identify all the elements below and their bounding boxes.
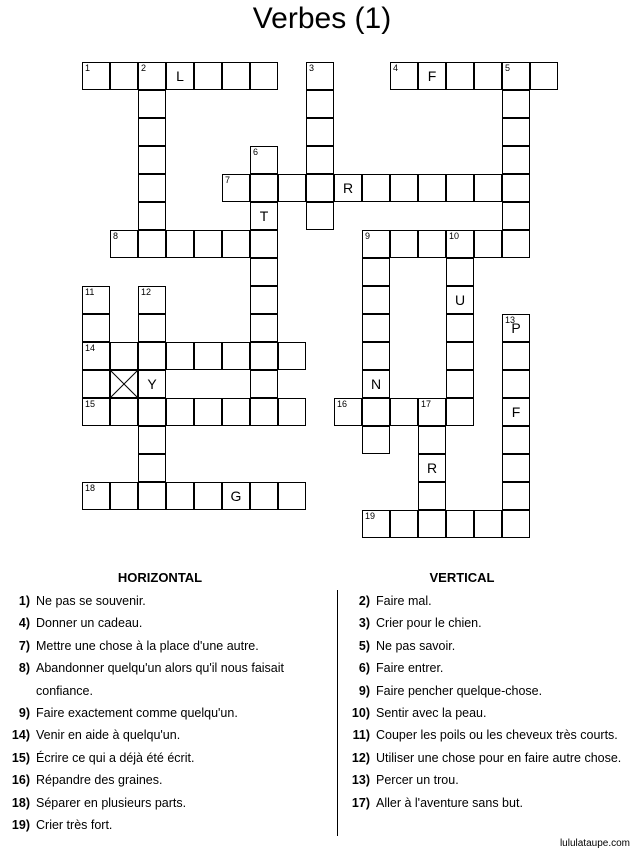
- clue-number: 19: [365, 511, 376, 521]
- grid-cell[interactable]: [474, 510, 502, 538]
- grid-cell[interactable]: [502, 62, 530, 90]
- clue-number: 8: [113, 231, 119, 241]
- horizontal-clue: [0, 724, 320, 746]
- grid-cell[interactable]: [82, 286, 110, 314]
- grid-cell[interactable]: [138, 398, 166, 426]
- cross-mark-icon: [111, 371, 137, 397]
- given-letter: R: [342, 180, 354, 196]
- horizontal-clue: [0, 635, 320, 657]
- grid-cell[interactable]: [390, 230, 418, 258]
- grid-cell[interactable]: [418, 230, 446, 258]
- grid-cell[interactable]: [362, 342, 390, 370]
- grid-cell[interactable]: [82, 62, 110, 90]
- grid-cell[interactable]: [446, 510, 474, 538]
- clue-number: 7: [225, 175, 231, 185]
- grid-cell[interactable]: [110, 398, 138, 426]
- grid-cell[interactable]: [110, 62, 138, 90]
- clue-number: 2: [141, 63, 147, 73]
- given-letter: L: [176, 68, 184, 84]
- grid-cell[interactable]: [502, 510, 530, 538]
- vertical-clue: [340, 792, 644, 814]
- clue-number: 4: [393, 63, 399, 73]
- grid-cell[interactable]: [138, 174, 166, 202]
- clue-text: confiance.: [36, 683, 93, 698]
- clue-number: 17: [421, 399, 432, 409]
- clue-number: 18: [85, 483, 96, 493]
- grid-cell[interactable]: [502, 202, 530, 230]
- vertical-clue: [340, 724, 644, 746]
- grid-cell[interactable]: [306, 62, 334, 90]
- grid-cell[interactable]: [530, 62, 558, 90]
- clue-label-number: 3): [358, 616, 370, 631]
- clue-text: Aller à l'aventure sans but.: [376, 795, 523, 810]
- grid-cell[interactable]: [418, 426, 446, 454]
- clue-text: Crier très fort.: [36, 818, 113, 832]
- clue-text: Mettre une chose à la place d'une autre.: [36, 638, 259, 653]
- vertical-clue: [340, 590, 644, 612]
- given-letter: U: [454, 292, 466, 308]
- grid-cell[interactable]: [278, 482, 306, 510]
- clue-text: Faire entrer.: [376, 661, 444, 676]
- grid-cell[interactable]: [418, 174, 446, 202]
- grid-cell[interactable]: [250, 286, 278, 314]
- clue-text: Abandonner quelqu'un alors qu'il nous faisait: [36, 661, 285, 676]
- grid-cell[interactable]: [390, 398, 418, 426]
- grid-cell[interactable]: [446, 174, 474, 202]
- clue-number: 11: [85, 287, 95, 297]
- grid-cell[interactable]: [418, 454, 446, 482]
- clue-text: Répandre des graines.: [36, 773, 163, 788]
- grid-cell[interactable]: [138, 286, 166, 314]
- given-letter: P: [511, 320, 521, 336]
- grid-cell[interactable]: [502, 174, 530, 202]
- given-letter: G: [230, 488, 242, 504]
- grid-cell[interactable]: [306, 174, 334, 202]
- grid-cell[interactable]: [502, 426, 530, 454]
- clue-text: Percer un trou.: [376, 773, 459, 788]
- clue-label-number: 18): [11, 795, 30, 810]
- clue-text: Utiliser une chose pour en faire autre chose.: [376, 750, 622, 765]
- grid-cell[interactable]: [390, 510, 418, 538]
- vertical-clue: [340, 702, 644, 724]
- grid-cell[interactable]: [390, 62, 418, 90]
- grid-cell[interactable]: [222, 230, 250, 258]
- horizontal-clue: [0, 612, 320, 634]
- grid-cell[interactable]: [502, 118, 530, 146]
- grid-cell[interactable]: [82, 370, 110, 398]
- clue-label-number: 4): [18, 616, 30, 631]
- clue-text: Venir en aide à quelqu'un.: [36, 728, 181, 743]
- grid-cell[interactable]: [138, 90, 166, 118]
- clue-number: 13: [505, 315, 516, 325]
- grid-cell[interactable]: [418, 510, 446, 538]
- vertical-clue: [340, 747, 644, 769]
- grid-cell[interactable]: [362, 398, 390, 426]
- grid-cell[interactable]: [502, 370, 530, 398]
- given-letter: N: [370, 376, 382, 392]
- clue-label-number: 15): [11, 750, 30, 765]
- grid-cell[interactable]: [222, 482, 250, 510]
- given-letter: F: [427, 68, 437, 84]
- grid-cell[interactable]: [250, 146, 278, 174]
- vertical-clue: [340, 680, 644, 702]
- grid-cell[interactable]: [446, 62, 474, 90]
- clue-number: 9: [365, 231, 371, 241]
- grid-cell[interactable]: [306, 118, 334, 146]
- grid-cell[interactable]: [390, 174, 418, 202]
- clue-text: Faire pencher quelque-chose.: [376, 683, 543, 698]
- grid-cell[interactable]: [194, 398, 222, 426]
- horizontal-clue: [0, 769, 320, 791]
- horizontal-clue: [0, 590, 320, 612]
- clue-label-number: 7): [18, 638, 30, 653]
- grid-cell[interactable]: [250, 482, 278, 510]
- clue-text: Crier pour le chien.: [376, 616, 482, 631]
- grid-cell[interactable]: [306, 202, 334, 230]
- grid-cell[interactable]: [474, 62, 502, 90]
- clue-label-number: 10): [351, 706, 370, 720]
- given-letter: R: [426, 460, 438, 476]
- clue-label-number: 8): [18, 661, 30, 676]
- grid-cell[interactable]: [194, 230, 222, 258]
- horizontal-clue: [0, 702, 320, 724]
- grid-cell[interactable]: [138, 426, 166, 454]
- clue-label-number: 17): [351, 795, 370, 810]
- clue-label-number: 9): [358, 683, 370, 698]
- grid-cell[interactable]: [278, 342, 306, 370]
- grid-cell[interactable]: [278, 174, 306, 202]
- grid-cell[interactable]: [166, 482, 194, 510]
- grid-cell[interactable]: [502, 230, 530, 258]
- grid-cell[interactable]: [138, 230, 166, 258]
- clue-label-number: 14): [11, 728, 30, 743]
- grid-cell[interactable]: [446, 314, 474, 342]
- grid-cell[interactable]: [166, 398, 194, 426]
- vertical-heading: VERTICAL: [429, 570, 495, 585]
- grid-cell[interactable]: [362, 314, 390, 342]
- grid-cell[interactable]: [502, 90, 530, 118]
- grid-cell[interactable]: [138, 454, 166, 482]
- grid-cell[interactable]: [110, 230, 138, 258]
- grid-cell[interactable]: [194, 342, 222, 370]
- grid-cell[interactable]: [362, 230, 390, 258]
- given-letter: F: [511, 404, 521, 420]
- vertical-clue: [340, 635, 644, 657]
- clue-label-number: 9): [18, 706, 30, 720]
- grid-cell[interactable]: [446, 342, 474, 370]
- horizontal-clue: [0, 747, 320, 769]
- grid-cell[interactable]: [418, 62, 446, 90]
- grid-cell[interactable]: [110, 342, 138, 370]
- clue-number: 5: [505, 63, 511, 73]
- grid-cell[interactable]: [250, 62, 278, 90]
- horizontal-heading: HORIZONTAL: [117, 570, 203, 585]
- grid-cell[interactable]: [362, 174, 390, 202]
- blocked-cell: [110, 370, 138, 398]
- grid-cell[interactable]: [166, 230, 194, 258]
- grid-cell[interactable]: [446, 258, 474, 286]
- horizontal-clue: [0, 792, 320, 814]
- grid-cell[interactable]: [306, 146, 334, 174]
- grid-cell[interactable]: [250, 342, 278, 370]
- clue-text: Sentir avec la peau.: [376, 706, 487, 720]
- grid-cell[interactable]: [418, 398, 446, 426]
- grid-cell[interactable]: [474, 174, 502, 202]
- grid-cell[interactable]: [502, 454, 530, 482]
- grid-cell[interactable]: [362, 426, 390, 454]
- grid-cell[interactable]: [166, 62, 194, 90]
- clue-text: Faire exactement comme quelqu'un.: [36, 706, 238, 720]
- grid-cell[interactable]: [194, 482, 222, 510]
- clue-text: Ne pas se souvenir.: [36, 594, 146, 608]
- clue-label-number: 13): [351, 773, 370, 788]
- clue-label-number: 12): [351, 750, 370, 765]
- grid-cell[interactable]: [502, 342, 530, 370]
- clue-number: 16: [337, 399, 348, 409]
- grid-cell[interactable]: [250, 230, 278, 258]
- grid-cell[interactable]: [250, 398, 278, 426]
- clue-number: 15: [85, 399, 96, 409]
- vertical-clue: [340, 657, 644, 679]
- grid-cell[interactable]: [334, 174, 362, 202]
- clue-label-number: 1): [18, 594, 30, 608]
- grid-cell[interactable]: [138, 118, 166, 146]
- clue-number: 6: [253, 147, 259, 157]
- grid-cell[interactable]: [418, 482, 446, 510]
- vertical-clue: [340, 769, 644, 791]
- clue-number: 3: [309, 63, 315, 73]
- grid-cell[interactable]: [222, 342, 250, 370]
- grid-cell[interactable]: [138, 146, 166, 174]
- grid-cell[interactable]: [82, 342, 110, 370]
- clue-text: Écrire ce qui a déjà été écrit.: [36, 750, 195, 765]
- grid-cell[interactable]: [446, 398, 474, 426]
- clue-number: 14: [85, 343, 96, 353]
- column-divider: [337, 590, 338, 836]
- clue-label-number: 2): [358, 594, 370, 608]
- given-letter: Y: [147, 376, 157, 392]
- grid-cell[interactable]: [474, 230, 502, 258]
- grid-cell[interactable]: [194, 62, 222, 90]
- clue-number: 12: [141, 287, 152, 297]
- grid-cell[interactable]: [250, 314, 278, 342]
- grid-cell[interactable]: [306, 90, 334, 118]
- clue-label-number: 11): [352, 728, 370, 743]
- grid-cell[interactable]: [138, 314, 166, 342]
- clue-text: Faire mal.: [376, 594, 432, 608]
- clue-label-number: 19): [11, 818, 30, 832]
- clue-label-number: 16): [11, 773, 30, 788]
- grid-cell[interactable]: [166, 342, 194, 370]
- clue-text: Donner un cadeau.: [36, 616, 143, 631]
- grid-cell[interactable]: [138, 342, 166, 370]
- grid-cell[interactable]: [110, 482, 138, 510]
- grid-cell[interactable]: [502, 314, 530, 342]
- grid-cell[interactable]: [502, 482, 530, 510]
- grid-cell[interactable]: [334, 398, 362, 426]
- grid-cell[interactable]: [222, 62, 250, 90]
- grid-cell[interactable]: [502, 146, 530, 174]
- clue-label-number: 6): [358, 661, 370, 676]
- page-title: Verbes (1): [252, 2, 392, 35]
- horizontal-clue: [0, 680, 320, 702]
- clue-text: Couper les poils ou les cheveux très courts.: [376, 728, 618, 743]
- grid-cell[interactable]: [82, 314, 110, 342]
- grid-cell[interactable]: [362, 370, 390, 398]
- grid-cell[interactable]: [446, 286, 474, 314]
- clue-text: Ne pas savoir.: [376, 638, 456, 653]
- grid-cell[interactable]: [82, 482, 110, 510]
- grid-cell[interactable]: [250, 258, 278, 286]
- grid-cell[interactable]: [362, 510, 390, 538]
- grid-cell[interactable]: [82, 398, 110, 426]
- horizontal-clue: [0, 814, 320, 836]
- grid-cell[interactable]: [138, 202, 166, 230]
- clue-label-number: 5): [358, 638, 370, 653]
- given-letter: T: [259, 208, 269, 224]
- grid-cell[interactable]: [446, 370, 474, 398]
- clue-text: Séparer en plusieurs parts.: [36, 795, 187, 810]
- vertical-clue: [340, 612, 644, 634]
- grid-cell[interactable]: [250, 202, 278, 230]
- grid-cell[interactable]: [250, 174, 278, 202]
- grid-cell[interactable]: [362, 286, 390, 314]
- grid-cell[interactable]: [362, 258, 390, 286]
- clue-number: 10: [449, 231, 460, 241]
- grid-cell[interactable]: [222, 174, 250, 202]
- grid-cell[interactable]: [446, 230, 474, 258]
- site-credit: lululataupe.com: [559, 838, 630, 849]
- clue-number: 1: [85, 63, 91, 73]
- grid-cell[interactable]: [138, 370, 166, 398]
- grid-cell[interactable]: [138, 482, 166, 510]
- grid-cell[interactable]: [222, 398, 250, 426]
- grid-cell[interactable]: [502, 398, 530, 426]
- horizontal-clue: [0, 657, 320, 679]
- grid-cell[interactable]: [278, 398, 306, 426]
- grid-cell[interactable]: [250, 370, 278, 398]
- grid-cell[interactable]: [138, 62, 166, 90]
